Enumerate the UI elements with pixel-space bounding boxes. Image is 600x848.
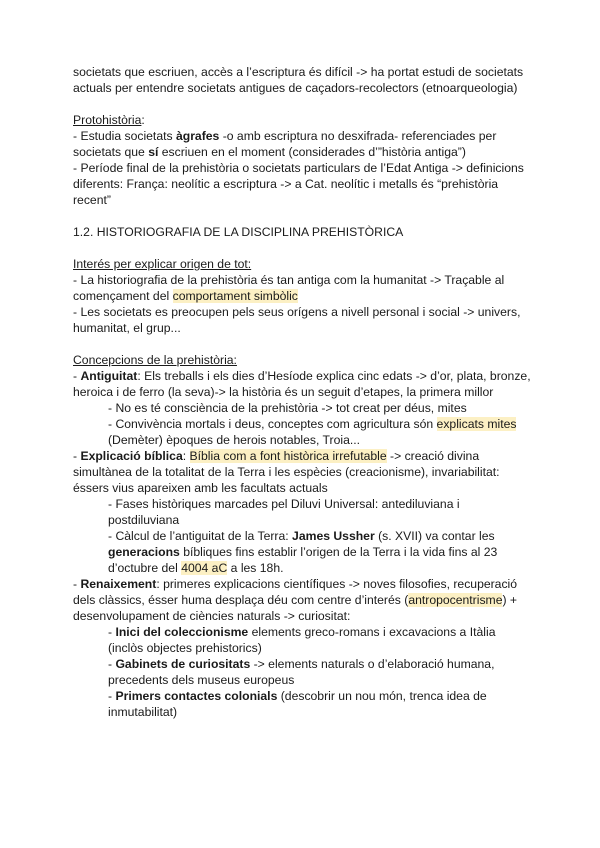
renaixement-sub-1: - Inici del coleccionisme elements greco-romans i excavacions a Itàlia (inclòs objectes prehistorics) [108, 625, 496, 655]
highlight-4004: 4004 aC [181, 561, 228, 575]
protohistoria-heading: Protohistòria: [73, 113, 145, 127]
concepcions-heading: Concepcions de la prehistòria: [73, 353, 237, 367]
highlight-biblia: Bíblia com a font històrica irrefutable [189, 449, 387, 463]
renaixement-bullet: - Renaixement: primeres explicacions científiques -> noves filosofies, recuperació dels clàssics, ésser huma desplaça déu com centre d’interés (antropocentrisme) + desenvolupament de ciències naturals -> curiositat: [73, 577, 518, 623]
renaixement-sub-2: - Gabinets de curiositats -> elements naturals o d’elaboració humana, precedents dels museus europeus [108, 657, 495, 687]
document-body [73, 64, 533, 720]
biblica-sub-2: - Càlcul de l’antiguitat de la Terra: James Ussher (s. XVII) va contar les generacions bíbliques fins establir l’origen de la Terra i la vida fins al 23 d’octubre del 4004 aC a les 18h. [108, 529, 498, 575]
protohistoria-bullet-1: - Estudia societats àgrafes -o amb escriptura no desxifrada- referenciades per societats que sí escriuen en el moment (considerades d’”història antiga”) [73, 129, 497, 159]
interes-heading: Interés per explicar origen de tot: [73, 257, 252, 271]
interes-bullet-2: - Les societats es preocupen pels seus orígens a nivell personal i social -> univers, humanitat, el grup... [73, 305, 521, 335]
antiguitat-sub-2: - Convivència mortals i deus, conceptes com agricultura són explicats mites (Demèter) èpoques de herois notables, Troia... [108, 417, 517, 447]
antiguitat-bullet: - Antiguitat: Els treballs i els dies d’Hesíode explica cinc edats -> d’or, plata, bronze, heroica i de ferro (la seva)-> la història és un seguit d’etapes, la primera millor [73, 369, 531, 399]
section-title: 1.2. HISTORIOGRAFIA DE LA DISCIPLINA PREHISTÒRICA [73, 225, 404, 239]
spacer [73, 240, 533, 256]
renaixement-sub-3: - Primers contactes colonials (descobrir un nou món, trenca idea de inmutabilitat) [108, 689, 487, 719]
protohistoria-bullet-2: - Període final de la prehistòria o societats particulars de l’Edat Antiga -> definicions diferents: França: neolític a escriptura -> a Cat. neolític i metalls és “prehistòria recent” [73, 161, 524, 207]
biblica-bullet: - Explicació bíblica: Bíblia com a font històrica irrefutable -> creació divina simultànea de la totalitat de la Terra i les espècies (creacionisme), invariabilitat: éssers vius apareixen amb les facultats actuals [73, 449, 500, 495]
biblica-sub-1: - Fases històriques marcades pel Diluvi Universal: antediluviana i postdiluviana [108, 497, 460, 527]
spacer [73, 96, 533, 112]
highlight-mites: explicats mites [436, 417, 517, 431]
highlight-comportament: comportament simbòlic [172, 289, 298, 303]
spacer [73, 336, 533, 352]
protohistoria-heading-text: Protohistòria [73, 113, 142, 127]
interes-bullet-1: - La historiografia de la prehistòria és tan antiga com la humanitat -> Traçable al començament del comportament simbòlic [73, 273, 505, 303]
antiguitat-sub-1: - No es té consciència de la prehistòria -> tot creat per déus, mites [108, 401, 467, 415]
intro-paragraph: societats que escriuen, accès a l’escriptura és difícil -> ha portat estudi de societats actuals per entendre societats antigues de caçadors-recolectors (etnoarqueologia) [73, 65, 524, 95]
highlight-antropocentrisme: antropocentrisme [408, 593, 503, 607]
spacer [73, 208, 533, 224]
